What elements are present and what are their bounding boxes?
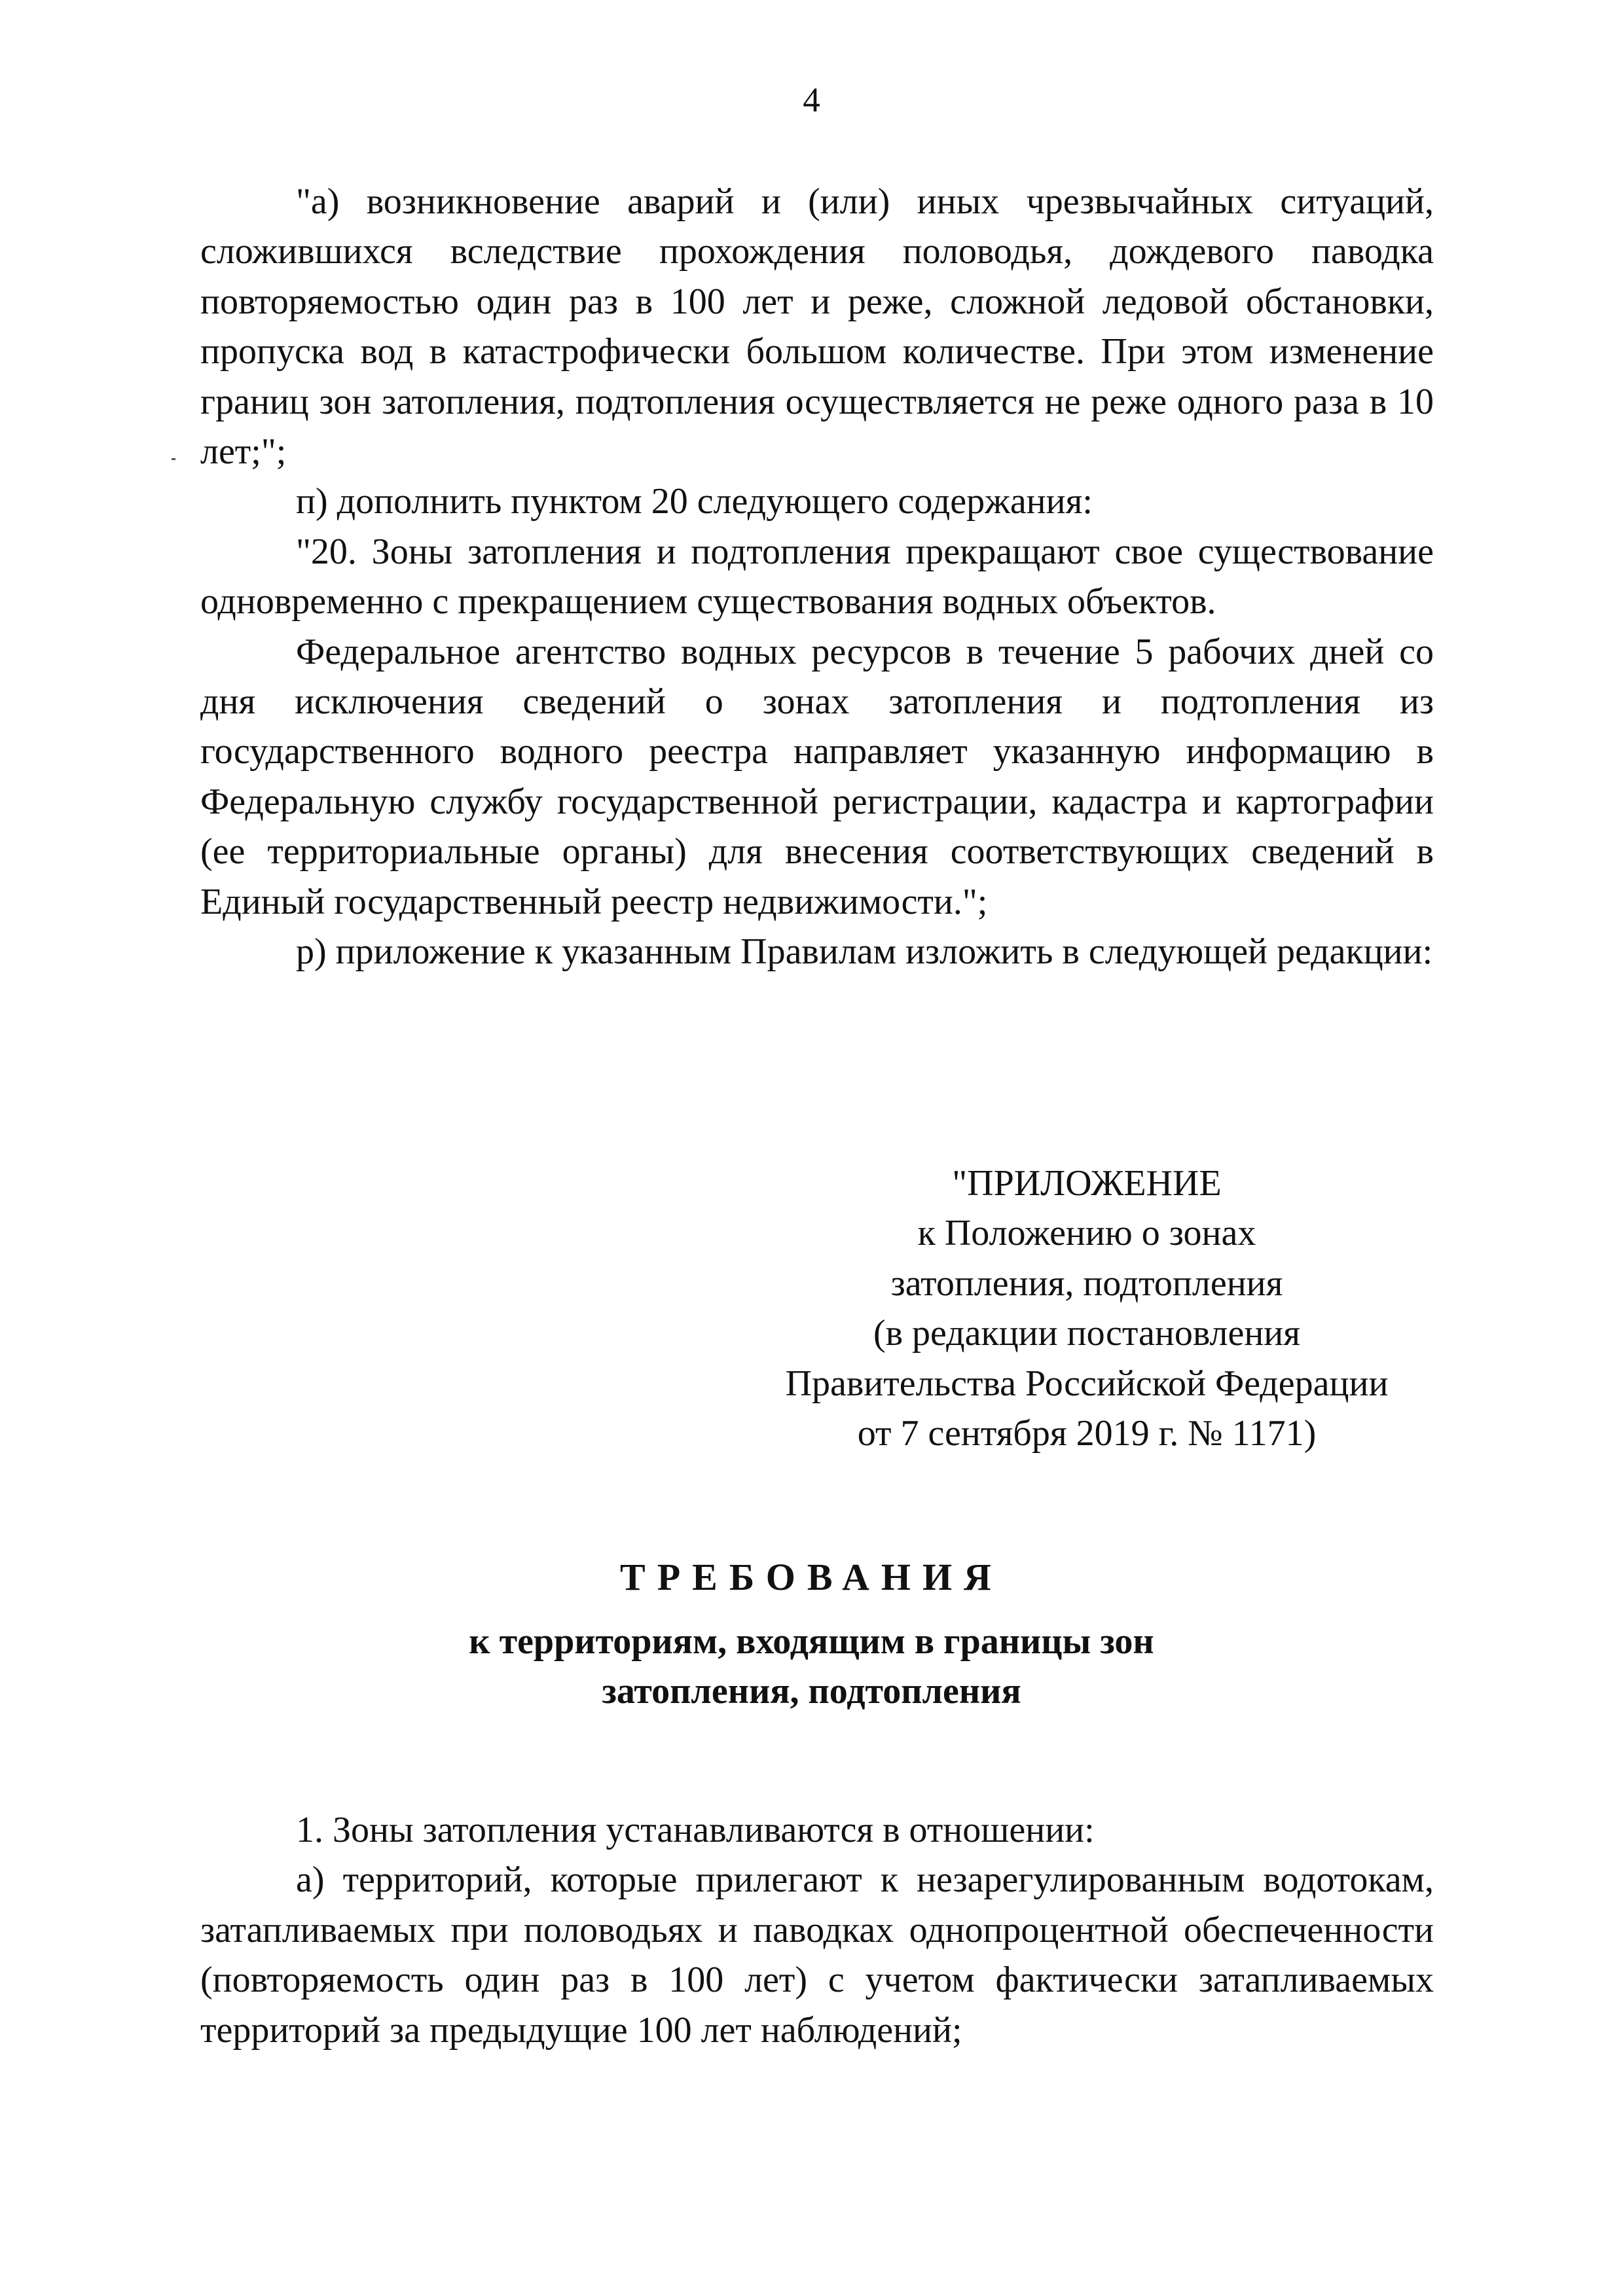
requirements-subtitle — [0, 1617, 1623, 1716]
requirement-item-1: 1. Зоны затопления устанавливаются в отношении: — [296, 1810, 1095, 1850]
appendix-date-number: от 7 сентября 2019 г. № 1171) — [857, 1413, 1317, 1454]
paragraph-federal-agency: Федеральное агентство водных ресурсов в течение 5 рабочих дней со дня исключения сведений о зонах затопления и подтопления из государственного водного реестра направляет указанную информацию в Федеральную службу государственной регистрации, кадастра и картографии (ее территориальные органы) для внесения соответствующих сведений в Единый государственный реестр недвижимости."; — [200, 631, 1434, 922]
scan-artifact — [172, 458, 175, 460]
paragraph-item-a: "а) возникновение аварий и (или) иных чрезвычайных ситуаций, сложившихся вследствие прохождения половодья, дождевого паводка повторяемостью один раз в 100 лет и реже, сложной ледовой обстановки, пропуска вод в катастрофически большом количестве. При этом изменение границ зон затопления, подтопления осуществляется не реже одного раза в 10 лет;"; — [200, 181, 1434, 473]
appendix-line: Правительства Российской Федерации — [785, 1363, 1389, 1404]
paragraph-point-20: "20. Зоны затопления и подтопления прекращают свое существование одновременно с прекращением существования водных объектов. — [200, 531, 1434, 622]
requirements-body — [200, 1805, 1434, 2055]
appendix-line: (в редакции постановления — [873, 1313, 1301, 1354]
requirements-title: ТРЕБОВАНИЯ — [620, 1556, 1003, 1598]
appendix-header — [746, 1158, 1427, 1458]
requirements-subtitle-line: затопления, подтопления — [602, 1671, 1021, 1712]
page-number: 4 — [803, 81, 820, 119]
document-body — [200, 177, 1434, 977]
paragraph-item-r: р) приложение к указанным Правилам изложить в следующей редакции: — [296, 931, 1433, 973]
paragraph-item-p: п) дополнить пунктом 20 следующего содержания: — [296, 481, 1093, 522]
appendix-line: затопления, подтопления — [890, 1263, 1283, 1304]
appendix-title: "ПРИЛОЖЕНИЕ — [952, 1163, 1222, 1204]
appendix-line: к Положению о зонах — [917, 1213, 1256, 1254]
requirements-subtitle-line: к территориям, входящим в границы зон — [469, 1621, 1154, 1662]
requirement-item-1a: а) территорий, которые прилегают к незарегулированным водотокам, затапливаемых при половодьях и паводках однопроцентной обеспеченности (повторяемость один раз в 100 лет) с учетом фактически затапливаемых территорий за предыдущие 100 лет наблюдений; — [200, 1859, 1434, 2051]
